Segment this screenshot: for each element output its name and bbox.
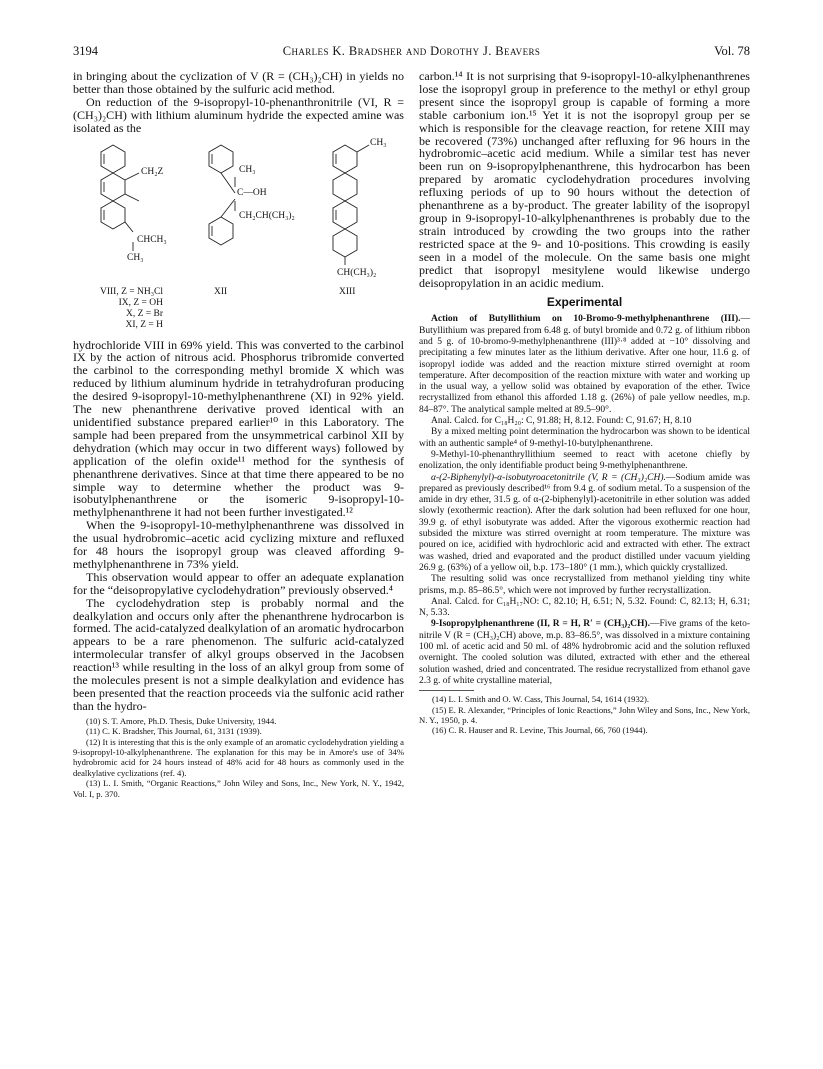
substituent: CH(CH₃)₂ (337, 267, 377, 278)
substituent: CHCH₃ (137, 234, 167, 245)
paragraph: When the 9-isopropyl-10-methylphenanthrene was dissolved in the usual hydrobromic–acetic acid cyclizing mixture and refluxed for 48 hours the isopropyl group was cleaved affording 9-methylphenanthrene in 73% yield. (73, 518, 404, 571)
compound-label: IX, Z = OH (118, 297, 163, 308)
compound-label: X, Z = Br (125, 308, 163, 319)
experimental-paragraph (419, 619, 750, 687)
substituent: CH₂CH(CH₃)₂ (239, 210, 295, 221)
compound-label: VIII, Z = NH₃Cl (99, 286, 163, 297)
paragraph: hydrochloride VIII in 69% yield. This was converted to the carbinol IX by the action of nitrous acid. Phosphorus tribromide converted the carbinol to the corresponding methyl bromide X which was reduced by lithium aluminum hydride in tetrahydrofuran producing the desired 9-isopropyl-10-methylphenanthrene (XI) in 92% yield. The new phenanthrene derivative proved identical with an unidentified substance prepared earlier¹⁰ in this Laboratory. The sample had been prepared from the unsymmetrical carbinol XII by dehydration (which may occur in two different ways) followed by application of the olefin oxide¹¹ method for the synthesis of phenanthrene derivatives. Since at that time there appeared to be no simple way to determine whether the product was 9-isobutylphenanthrene or the isomeric 9-isopropyl-10-methylphenanthrene it had not been further investigated.¹² (73, 337, 404, 520)
volume-label: Vol. 78 (714, 44, 750, 58)
procedure-text: —Sodium amide was prepared as previously described¹⁶ from 9.4 g. of sodium metal. To a suspension of the amide in dry ether, 31.5 g. of α-(2-biphenylyl)-acetonitrile in ether solution was added slowly (exothermic reaction). After the dark solution had been refluxed for one hour, 39.9 g. of ethyl isobutyrate was added. After the vigorous exothermic reaction had subsided the mixture was stirred overnight at room temperature. The mixture was poured on ice, acidified with hydrochloric acid and extracted with ether. The extract was washed, dried and evaporated and the product distilled under vacuum yielding 26.9 g. (63%) of a yellow oil, b.p. 173–180° (1 mm.), which quickly crystallized. (419, 472, 750, 573)
footnote: (10) S. T. Amore, Ph.D. Thesis, Duke University, 1944. (86, 715, 277, 726)
procedure-text: —Five grams of the keto-nitrile V (R = (CH₃)₂CH) above, m.p. 83–86.5°, was dissolved in a mixture containing 100 ml. of acetic acid and 50 ml. of 48% hydrobromic acid and the solution refluxed overnight. The cooled solution was diluted, extracted with ether and the ethereal solution washed, dried and concentrated. The residue recrystallized from ethanol gave 2.3 g. of white crystalline material, (419, 619, 750, 686)
analysis-line: Anal. Calcd. for C₁₈H₁₇NO: C, 82.10; H, 6.51; N, 5.32. Found: C, 82.13; H, 6.31; N, 5.33. (419, 596, 750, 619)
paragraph: The cyclodehydration step is probably normal and the dealkylation and occurs only after the phenanthrene hydrocarbon is formed. The acid-catalyzed dealkylation of an aromatic hydrocarbon appears to be a rare phenomenon. The sulfuric acid-catalyzed intermolecular transfer of alkyl groups observed in the Jacobsen reaction¹³ while resulting in the loss of an alkyl group from some of the molecules present is not a simple dealkylation and evidence has been presented that the reaction proceeds via the sulfonic acid rather than the hydro- (73, 595, 404, 713)
footnote: (11) C. K. Bradsher, This Journal, 61, 3131 (1939). (86, 726, 262, 737)
footnote: (16) C. R. Hauser and R. Levine, This Journal, 66, 760 (1944). (432, 725, 648, 736)
paragraph: in bringing about the cyclization of V (R = (CH₃)₂CH) in yields no better than those obtained by the sulfuric acid method. (73, 69, 404, 96)
compound-label: XI, Z = H (125, 319, 163, 330)
footnotes (73, 716, 404, 799)
procedure-title: α-(2-Biphenylyl)-α-isobutyroacetonitrile (V, R = (CH₃)₂CH). (431, 472, 666, 483)
paragraph: carbon.¹⁴ It is not surprising that 9-isopropyl-10-alkylphenanthrenes lose the isopropyl group in preference to the methyl or ethyl group present since the isopropyl group is capable of forming a more stable carbonium ion.¹⁵ Yet it is not the isopropyl group per se which is responsible for the cleavage reaction, for retene XIII may be recovered (73%) unchanged after refluxing for 96 hours in the hydrobromic–acetic acid medium. While a similar test has never been run on 9-isopropylphenanthrene, this hydrocarbon has been prepared by aromatic cyclodehydration procedures involving refluxing periods of up to 90 hours without the detection of phenanthrene as a by-product. The greater lability of the isopropyl group in 9-isopropyl-10-alkylphenanthrenes is probably due to the strain introduced by crowding the two groups into the rather restricted space at the 9- and 10-positions. This crowding is easily seen in a model of the molecule. On the same basis one might predict that isopropyl mesitylene would likewise undergo deisopropylation in an acidic medium. (419, 69, 750, 290)
ring (101, 201, 125, 229)
substituent: CH₂Z (141, 166, 164, 177)
footnote: (15) E. R. Alexander, “Principles of Ionic Reactions,” John Wiley and Sons, Inc., New York, N. Y., 1950, p. 4. (419, 704, 750, 726)
experimental-paragraph: 9-Methyl-10-phenanthryllithium seemed to react with acetone chiefly by enolization, the only identifiable product being 9-methylphenanthrene. (419, 449, 750, 472)
substituent: C—OH (237, 187, 267, 198)
footnote: (12) It is interesting that this is the only example of an aromatic cyclodehydration yielding a 9-isopropyl-10-alkylphenanthrene. The explanation for this may be in Amore's use of 34% hydrobromic acid for 24 hours instead of 48% acid for 48 hours as commonly used in the dealkylative cyclizations (ref. 4). (73, 736, 404, 778)
running-header (0, 44, 823, 60)
substituent: CH₃ (370, 137, 387, 148)
procedure-title: 9-Isopropylphenanthrene (II, R = H, R′ = (CH₃)₂CH). (431, 619, 650, 630)
footnotes (419, 694, 750, 736)
footnote: (13) L. I. Smith, “Organic Reactions,” John Wiley and Sons, Inc., New York, N. Y., 1942, Vol. I, p. 370. (73, 778, 404, 799)
experimental-paragraph (419, 473, 750, 575)
page-number: 3194 (73, 44, 98, 58)
right-column (419, 70, 750, 736)
experimental-paragraph: By a mixed melting point determination the hydrocarbon was shown to be identical with an authentic sample⁴ of 9-methyl-10-butylphenanthrene. (419, 427, 750, 449)
compound-label: XIII (339, 286, 356, 297)
experimental-paragraph (419, 314, 750, 416)
ring (101, 173, 125, 201)
footnote: (14) L. I. Smith and O. W. Cass, This Journal, 54, 1614 (1932). (432, 694, 650, 705)
experimental-paragraph: The resulting solid was once recrystallized from methanol yielding tiny white prisms, m.p. 85–86.5°, which were not improved by further recrystallization. (419, 574, 750, 596)
chemical-structures (73, 137, 404, 285)
running-authors: Charles K. Bradsher and Dorothy J. Beavers (282, 44, 541, 58)
left-column (73, 70, 404, 799)
compound-label: XII (214, 286, 228, 297)
ring (101, 145, 125, 173)
structure-labels (73, 287, 404, 339)
procedure-text: —Butyllithium was prepared from 6.48 g. of butyl bromide and 0.72 g. of lithium ribbon and 5 g. of 10-bromo-9-methylphenanthrene (III)³·⁸ added at −10° dissolving and precipitating a few minutes later as the lithium derivative. After one hour, 11.6 g. of isopropyl iodide was added and the reaction mixture stirred overnight at room temperature. After decomposition of the reaction mixture with water and working up in the usual way, a yellow solid was obtained by evaporation of the ether. Twice recrystallized from ethanol this afforded 1.18 g. (26%) of pale yellow needles, m.p. 84–87°. The analytical sample melted at 89.5–90°. (419, 314, 750, 415)
footnote-rule (419, 690, 474, 691)
substituent: CH₃ (127, 252, 144, 263)
procedure-title: Action of Butyllithium on 10-Bromo-9-methylphenanthrene (III). (431, 314, 741, 325)
analysis-line: Anal. Calcd. for C₁₈H₂₀: C, 91.88; H, 8.12. Found: C, 91.67; H, 8.10 (431, 416, 692, 427)
section-heading: Experimental (546, 295, 623, 310)
paragraph: On reduction of the 9-isopropyl-10-phenanthronitrile (VI, R = (CH₃)₂CH) with lithium aluminum hydride the expected amine was isolated as the (73, 94, 404, 135)
substituent: CH₃ (239, 164, 256, 175)
paragraph: This observation would appear to offer an adequate explanation for the “deisopropylative cyclodehydration” previously observed.⁴ (73, 569, 404, 597)
